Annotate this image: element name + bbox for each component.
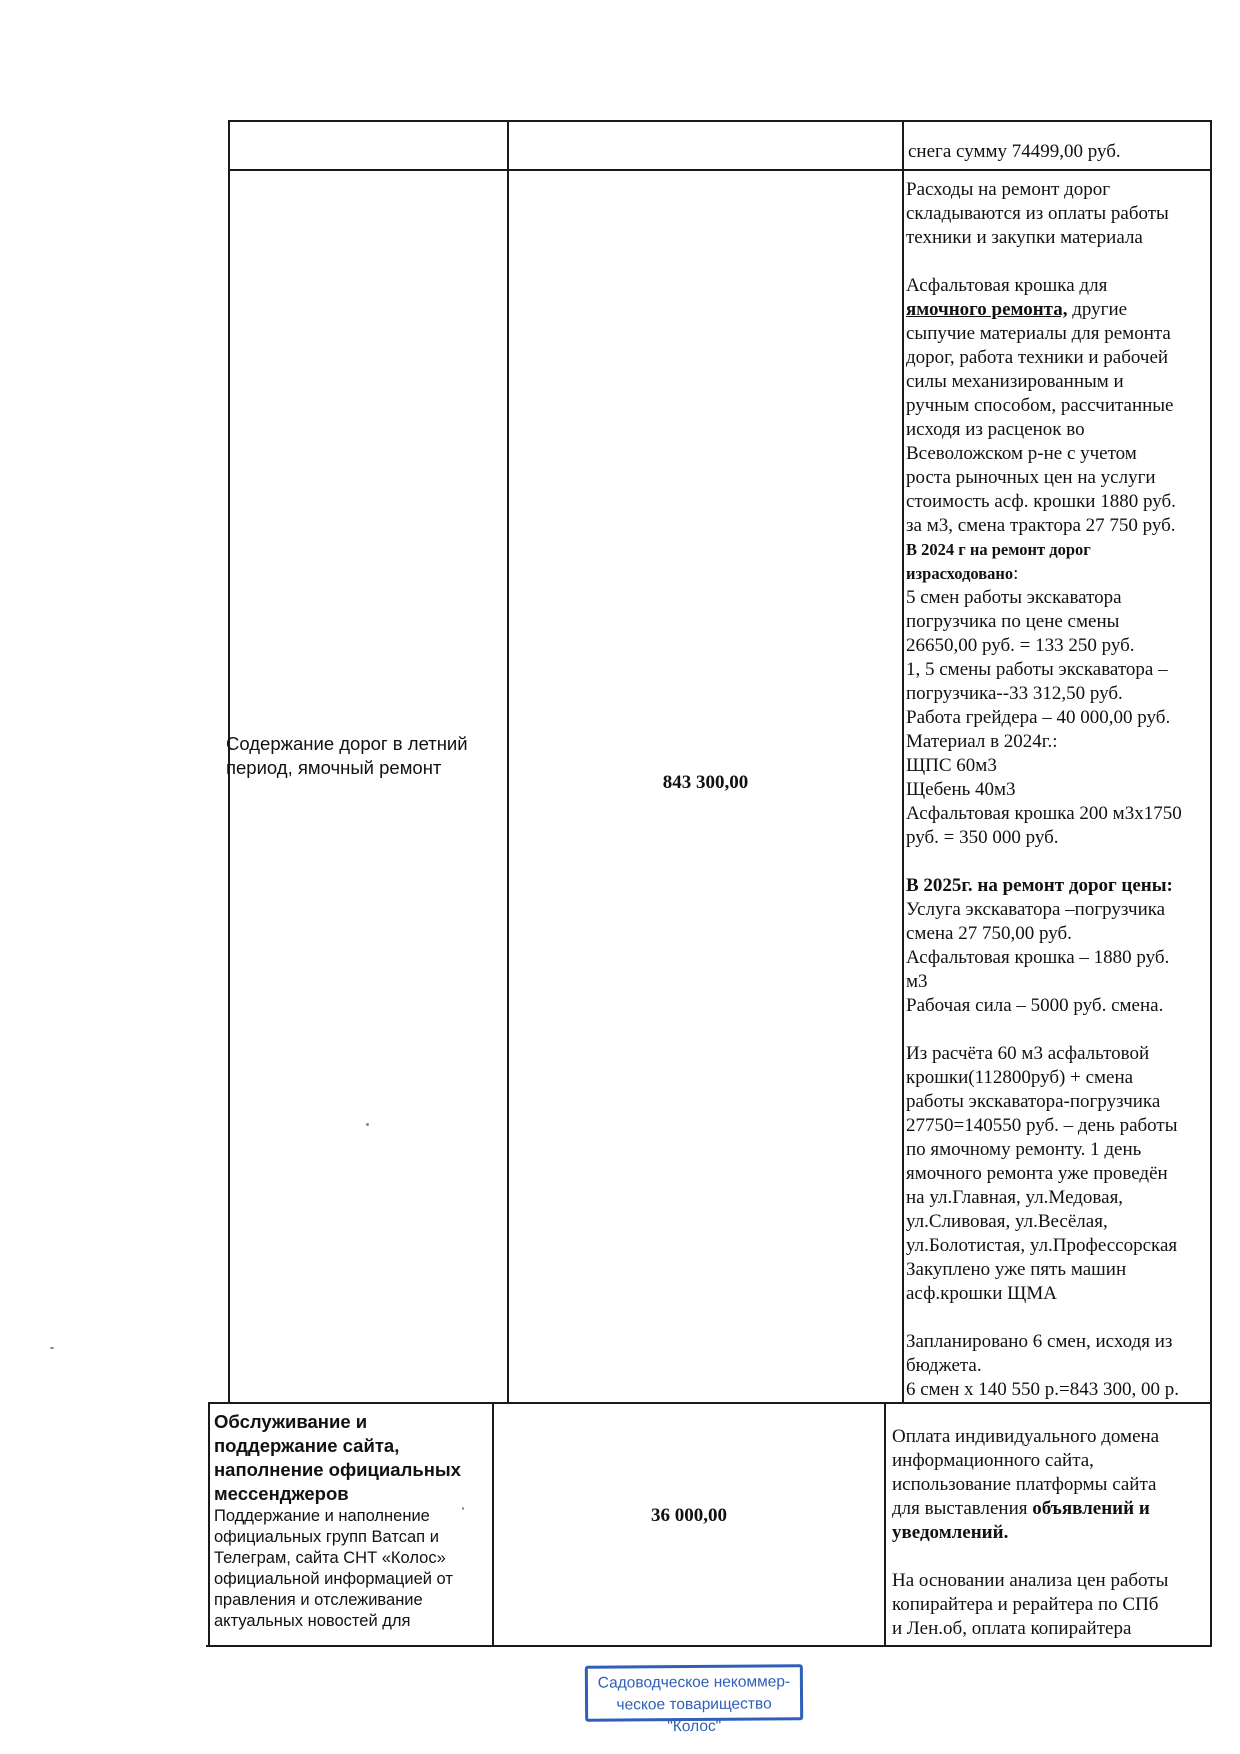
table-border-top <box>228 120 1212 122</box>
scan-speck <box>366 1123 369 1126</box>
column-divider-1 <box>507 120 509 1403</box>
organization-stamp: Садоводческое некоммер- ческое товарищество "Колос" <box>585 1664 803 1722</box>
column-divider-2-lower <box>884 1402 886 1647</box>
table-border-left-lower <box>208 1402 210 1647</box>
row-site-amount: 36 000,00 <box>651 1505 727 1526</box>
spent-heading-line-2: израсходовано: <box>906 563 1019 584</box>
row-roads-description: Расходы на ремонт дорог складываются из оплаты работы техники и закупки материала Асфальтовая крошка для ямочного ремонта, другие сыпучие материалы для ремонта дорог, работа техники и рабочей силы механизированным и ручным способом, рассчитанные исходя из расценок во Всеволожском р-не с учетом роста рыночных цен на услуги стоимость асф. крошки 1880 руб. за м3, смена трактора 27 750 руб. В 2024 г на ремонт дорог израсходовано: 5 смен работы экскаватора погрузчика по цене смены 26650,00 руб. = 133 250 руб. 1, 5 смены работы экскаватора – погрузчика--33 312,50 руб. Работа грейдера – 40 000,00 руб. Материал в 2024г.: ЩПС 60м3 Щебень 40м3 Асфальтовая крошка 200 м3х1750 руб. = 350 000 руб. В 2025г. на ремонт дорог цены: Услуга экскаватора –погрузчика смена 27 750,00 руб. Асфальтовая крошка – 1880 руб. м3 Рабочая сила – 5000 руб. смена. Из расчёта 60 м3 асфальтовой крошки(112800руб) + смена работы экскаватора-погрузчика 27750=140550 руб. – день работы по ямочному ремонту. 1 день ямочного ремонта уже проведён на ул.Главная, ул.Медовая, ул.Сливовая, ул.Весёлая, ул.Болотистая, ул.Профессорская Закуплено уже пять машин асф.крошки ЩМА Запланировано 6 смен, исходя из бюджета. 6 смен х 140 550 р.=843 300, 00 р. <box>906 179 1182 1400</box>
row-site-item: Обслуживание и поддержание сайта, наполнение официальных мессенджеров Поддержание и наполнение официальных групп Ватсап и Телеграм, сайта СНТ «Колос» официальной информацией от правления и отслеживание актуальных новостей для <box>214 1411 461 1630</box>
column-divider-2 <box>902 120 904 1403</box>
scan-speck <box>50 1347 54 1349</box>
site-desc-line-4: для выставления объявлений и <box>892 1498 1150 1519</box>
row-divider-1 <box>228 169 1212 171</box>
scan-speck <box>462 1507 464 1510</box>
row-roads-item: Содержание дорог в летний период, ямочный ремонт <box>226 733 468 778</box>
row-divider-2 <box>210 1402 1212 1404</box>
table-border-bottom <box>206 1645 1212 1647</box>
materials-line-with-bold: ямочного ремонта, другие <box>906 299 1128 320</box>
row-site-description: Оплата индивидуального домена информационного сайта, использование платформы сайта для выставления объявлений и уведомлений. На основании анализа цен работы копирайтера и рерайтера по СПб и Лен.об, оплата копирайтера <box>892 1426 1169 1639</box>
table-border-right <box>1210 120 1212 1647</box>
row-roads-amount: 843 300,00 <box>662 772 749 793</box>
row-top-description: снега сумму 74499,00 руб. <box>908 141 1121 162</box>
